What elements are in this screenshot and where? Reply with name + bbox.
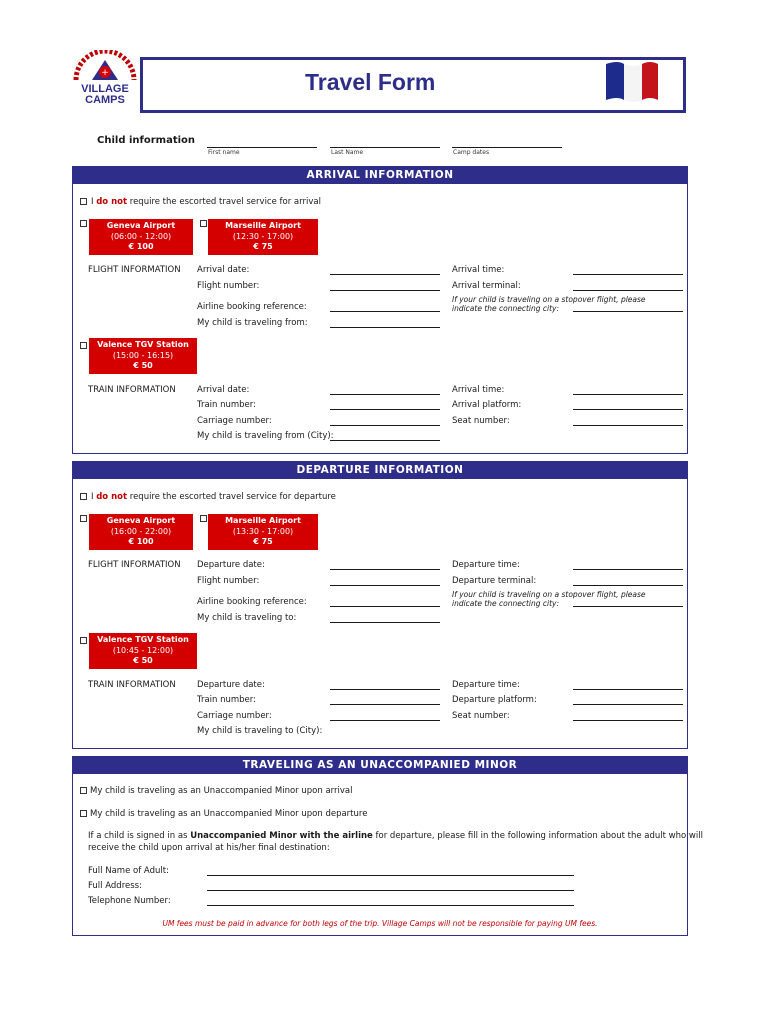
departure-date-label: Departure date: <box>197 560 265 570</box>
stopover-note: If your child is traveling on a stopover flight, please indicate the connecting city: <box>452 295 646 313</box>
airline-ref-field[interactable] <box>330 311 440 312</box>
departure-no-service-label: I do not require the escorted travel service for departure <box>91 492 336 502</box>
arrival-no-service-checkbox[interactable] <box>80 198 87 205</box>
airline-ref-label: Airline booking reference: <box>197 302 307 312</box>
option-time: (10:45 - 12:00) <box>112 645 174 655</box>
arrival-valence-checkbox[interactable] <box>80 342 87 349</box>
arrival-time-field[interactable] <box>573 274 683 275</box>
arrival-terminal-label: Arrival terminal: <box>452 281 521 291</box>
arrival-date-field[interactable] <box>330 274 440 275</box>
departure-valence-option[interactable] <box>89 633 197 669</box>
option-name: Marseille Airport <box>225 516 301 525</box>
option-price: € 100 <box>128 242 154 251</box>
carriage-label: Carriage number: <box>197 416 272 426</box>
traveling-from-field[interactable] <box>330 327 440 328</box>
um-info-line2: receive the child upon arrival at his/her final destination: <box>88 843 330 853</box>
train-from-field[interactable] <box>330 440 440 441</box>
option-name: Marseille Airport <box>225 221 301 230</box>
dep-platform-field[interactable] <box>573 704 683 705</box>
flight-number-field[interactable] <box>330 290 440 291</box>
traveling-to-label: My child is traveling to: <box>197 613 297 623</box>
dep-train-number-label: Train number: <box>197 695 256 705</box>
first-name-field[interactable] <box>207 147 317 148</box>
arrival-time-label: Arrival time: <box>452 265 505 275</box>
seat-label: Seat number: <box>452 416 510 426</box>
dep-seat-field[interactable] <box>573 720 683 721</box>
page-title: Travel Form <box>305 69 436 95</box>
telephone-label: Telephone Number: <box>88 896 171 906</box>
train-number-label: Train number: <box>197 400 256 410</box>
departure-time-field[interactable] <box>573 569 683 570</box>
train-dep-time-label: Departure time: <box>452 680 520 690</box>
option-time: (06:00 - 12:00) <box>110 231 172 241</box>
village-camps-logo <box>70 50 140 110</box>
um-arrival-label: My child is traveling as an Unaccompanied Minor upon arrival <box>90 786 353 796</box>
france-flag-icon <box>604 58 660 104</box>
departure-geneva-checkbox[interactable] <box>80 515 87 522</box>
svg-text:+: + <box>101 68 109 78</box>
arrival-geneva-option[interactable] <box>89 219 193 255</box>
departure-date-field[interactable] <box>330 569 440 570</box>
train-arrival-time-label: Arrival time: <box>452 385 505 395</box>
um-fees-note: UM fees must be paid in advance for both legs of the trip. Village Camps will not be responsible for paying UM fees. <box>162 919 598 928</box>
seat-field[interactable] <box>573 425 683 426</box>
um-arrival-checkbox[interactable] <box>80 787 87 794</box>
option-time: (13:30 - 17:00) <box>232 526 294 536</box>
adult-name-field[interactable] <box>207 875 574 876</box>
logo-text-1: VILLAGE <box>81 83 129 95</box>
adult-address-field[interactable] <box>207 890 574 891</box>
arrival-valence-option[interactable] <box>89 338 197 374</box>
um-info-line1: If a child is signed in as Unaccompanied Minor with the airline for departure, please fill in the following information about the adult who will <box>88 831 703 841</box>
dep-train-number-field[interactable] <box>330 704 440 705</box>
option-price: € 100 <box>128 537 154 546</box>
adult-name-label: Full Name of Adult: <box>88 866 169 876</box>
train-from-label: My child is traveling from (City): <box>197 431 334 441</box>
arrival-terminal-field[interactable] <box>573 290 683 291</box>
train-arrival-time-field[interactable] <box>573 394 683 395</box>
dep-carriage-label: Carriage number: <box>197 711 272 721</box>
departure-no-service-checkbox[interactable] <box>80 493 87 500</box>
arrival-section-title: ARRIVAL INFORMATION <box>73 167 687 184</box>
platform-field[interactable] <box>573 409 683 410</box>
dep-stopover-note: If your child is traveling on a stopover flight, please indicate the connecting city: <box>452 590 646 608</box>
option-price: € 50 <box>133 361 153 370</box>
child-info-label: Child information <box>97 135 196 146</box>
um-section-title: TRAVELING AS AN UNACCOMPANIED MINOR <box>73 757 687 774</box>
arrival-geneva-checkbox[interactable] <box>80 220 87 227</box>
departure-flight-info-label: FLIGHT INFORMATION <box>88 560 181 570</box>
train-arrival-date-field[interactable] <box>330 394 440 395</box>
option-name: Valence TGV Station <box>97 340 189 349</box>
train-arrival-date-label: Arrival date: <box>197 385 250 395</box>
logo-text-2: CAMPS <box>85 94 125 106</box>
dep-airline-ref-label: Airline booking reference: <box>197 597 307 607</box>
train-to-label: My child is traveling to (City): <box>197 726 323 736</box>
option-name: Geneva Airport <box>106 221 176 230</box>
last-name-label: Last Name <box>331 149 364 156</box>
adult-address-label: Full Address: <box>88 881 142 891</box>
departure-marseille-option[interactable] <box>208 514 318 550</box>
camp-dates-label: Camp dates <box>453 149 490 156</box>
arrival-flight-info-label: FLIGHT INFORMATION <box>88 265 181 275</box>
traveling-from-label: My child is traveling from: <box>197 318 308 328</box>
dep-platform-label: Departure platform: <box>452 695 537 705</box>
option-price: € 75 <box>253 242 273 251</box>
departure-terminal-field[interactable] <box>573 585 683 586</box>
platform-label: Arrival platform: <box>452 400 522 410</box>
first-name-label: First name <box>208 149 240 156</box>
departure-marseille-checkbox[interactable] <box>200 515 207 522</box>
dep-carriage-field[interactable] <box>330 720 440 721</box>
arrival-date-label: Arrival date: <box>197 265 250 275</box>
arrival-train-info-label: TRAIN INFORMATION <box>88 385 176 395</box>
option-time: (12:30 - 17:00) <box>232 231 294 241</box>
option-name: Valence TGV Station <box>97 635 189 644</box>
departure-valence-checkbox[interactable] <box>80 637 87 644</box>
telephone-field[interactable] <box>207 905 574 906</box>
stopover-city-field[interactable] <box>573 311 683 312</box>
train-number-field[interactable] <box>330 409 440 410</box>
um-departure-label: My child is traveling as an Unaccompanied Minor upon departure <box>90 809 368 819</box>
dep-seat-label: Seat number: <box>452 711 510 721</box>
departure-time-label: Departure time: <box>452 560 520 570</box>
option-price: € 75 <box>253 537 273 546</box>
departure-geneva-option[interactable] <box>89 514 193 550</box>
departure-train-info-label: TRAIN INFORMATION <box>88 680 176 690</box>
last-name-field[interactable] <box>330 147 440 148</box>
camp-dates-field[interactable] <box>452 147 562 148</box>
flight-number-label: Flight number: <box>197 281 260 291</box>
departure-terminal-label: Departure terminal: <box>452 576 537 586</box>
departure-section-title: DEPARTURE INFORMATION <box>73 462 687 479</box>
train-dep-date-label: Departure date: <box>197 680 265 690</box>
dep-flight-number-field[interactable] <box>330 585 440 586</box>
train-dep-time-field[interactable] <box>573 689 683 690</box>
dep-flight-number-label: Flight number: <box>197 576 260 586</box>
train-dep-date-field[interactable] <box>330 689 440 690</box>
arrival-no-service-label: I do not require the escorted travel service for arrival <box>91 197 321 207</box>
arrival-marseille-option[interactable] <box>208 219 318 255</box>
dep-airline-ref-field[interactable] <box>330 606 440 607</box>
um-departure-checkbox[interactable] <box>80 810 87 817</box>
option-price: € 50 <box>133 656 153 665</box>
option-time: (16:00 - 22:00) <box>110 526 172 536</box>
option-name: Geneva Airport <box>106 516 176 525</box>
option-time: (15:00 - 16:15) <box>112 350 174 360</box>
dep-stopover-city-field[interactable] <box>573 606 683 607</box>
arrival-marseille-checkbox[interactable] <box>200 220 207 227</box>
carriage-field[interactable] <box>330 425 440 426</box>
traveling-to-field[interactable] <box>330 622 440 623</box>
